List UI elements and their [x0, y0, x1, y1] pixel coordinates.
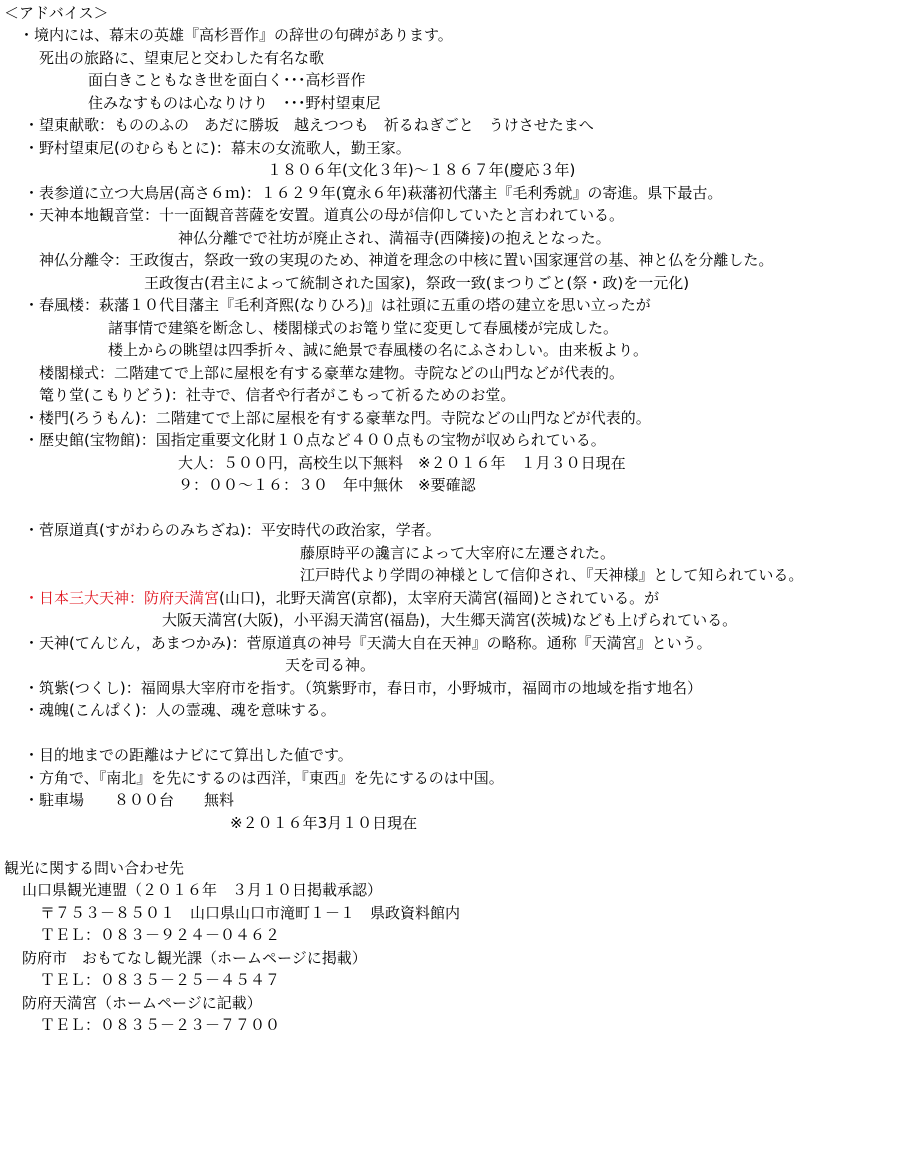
text-line: 天を司る神。	[285, 656, 376, 674]
text-line: ＴＥＬ：０８３５－２５－４５４７	[40, 971, 281, 989]
text-line: 面白きこともなき世を面白く･･･高杉晋作	[88, 71, 366, 89]
text-line: ・方角で、『南北』を先にするのは西洋，『東西』を先にするのは中国。	[24, 769, 504, 787]
text-line: １８０６年(文化３年)～１８６７年(慶応３年)	[267, 161, 576, 179]
text-line: ・野村望東尼(のむらもとに)：幕末の女流歌人，勤王家。	[24, 139, 411, 157]
text-line: ・表参道に立つ大鳥居(高さ６ｍ)：１６２９年(寛永６年)萩藩初代藩主『毛利秀就』の寄進。県下最古。	[24, 184, 723, 202]
text-line: ・天神(てんじん，あまつかみ)：菅原道真の神号『天満大自在天神』の略称。通称『天満宮』という。	[24, 634, 712, 652]
text-line: 防府天満宮（ホームページに記載）	[22, 994, 262, 1012]
text-line: 大人：５００円，高校生以下無料 ※２０１６年 １月３０日現在	[178, 454, 626, 472]
text-line: 防府市 おもてなし観光課（ホームページに掲載）	[22, 949, 367, 967]
text-line: 楼上からの眺望は四季折々、誠に絶景で春風楼の名にふさわしい。由来板より。	[108, 341, 649, 359]
sandai-tenjin-line: ・日本三大天神：防府天満宮(山口)，北野天満宮(京都)，太宰府天満宮(福岡)とされている。が	[24, 589, 660, 607]
sandai-tenjin-highlight: 日本三大天神：防府天満宮	[39, 589, 220, 607]
text-line: ・境内には、幕末の英雄『高杉晋作』の辞世の句碑があります。	[4, 26, 453, 44]
text-line: 神仏分離令：王政復古，祭政一致の実現のため、神道を理念の中核に置い国家運営の基、神と仏を分離した。	[39, 251, 774, 269]
text-line: 王政復古(君主によって統制された国家)，祭政一致(まつりごと(祭・政)を一元化)	[144, 274, 690, 292]
text-line: 山口県観光連盟（２０１６年 ３月１０日掲載承認）	[22, 881, 383, 899]
text-line: ・目的地までの距離はナビにて算出した値です。	[24, 746, 353, 764]
text-line: ・望東献歌：もののふの あだに勝坂 越えつつも 祈るねぎごと うけさせたまへ	[24, 116, 594, 134]
text-line: ・春風楼：萩藩１０代目藩主『毛利斉熙(なりひろ)』は社頭に五重の塔の建立を思い立ったが	[24, 296, 651, 314]
text-line: 死出の旅路に、望東尼と交わした有名な歌	[39, 49, 325, 67]
text-line: 大阪天満宮(大阪)，小平潟天満宮(福島)，大生郷天満宮(茨城)なども上げられている。	[162, 611, 738, 629]
text-line: 諸事情で建築を断念し、楼閣様式のお篭り堂に変更して春風楼が完成した。	[108, 319, 619, 337]
text-line: ９：００～１６：３０ 年中無休 ※要確認	[178, 476, 476, 494]
advice-heading: ＜アドバイス＞	[4, 4, 109, 22]
text-line: 住みなすものは心なりけり ･･･野村望東尼	[88, 94, 381, 112]
text-line: 篭り堂(こもりどう)：社寺で、信者や行者がこもって祈るためのお堂。	[39, 386, 516, 404]
text-line: ・楼門(ろうもん)：二階建てで上部に屋根を有する豪華な門。寺院などの山門などが代表的。	[24, 409, 651, 427]
text-line: ※２０１６年3月１０日現在	[230, 814, 418, 832]
text-line: 〒７５３－８５０１ 山口県山口市滝町１－１ 県政資料館内	[40, 904, 461, 922]
text-line: 江戸時代より学問の神様として信仰され、『天神様』として知られている。	[300, 566, 804, 584]
inquiry-heading: 観光に関する問い合わせ先	[4, 859, 185, 877]
text-line: ・菅原道真(すがわらのみちざね)：平安時代の政治家，学者。	[24, 521, 441, 539]
text-line: ・魂魄(こんぱく)：人の霊魂、魂を意味する。	[24, 701, 336, 719]
text-line: ・歴史館(宝物館)：国指定重要文化財１０点など４００点もの宝物が収められている。	[24, 431, 606, 449]
text-line: ・筑紫(つくし)：福岡県大宰府市を指す。（筑紫野市，春日市，小野城市，福岡市の地域を指す地名）	[24, 679, 703, 697]
text-line: 藤原時平の讒言によって大宰府に左遷された。	[300, 544, 616, 562]
text-line: 楼閣様式：二階建てで上部に屋根を有する豪華な建物。寺院などの山門などが代表的。	[39, 364, 625, 382]
text-line: ＴＥＬ：０８３－９２４－０４６２	[40, 926, 281, 944]
text-line: ・天神本地観音堂：十一面観音菩薩を安置。道真公の母が信仰していたと言われている。	[24, 206, 625, 224]
text-line: ＴＥＬ：０８３５－２３－７７００	[40, 1016, 281, 1034]
text-line: 神仏分離でで社坊が廃止され、満福寺(西隣接)の抱えとなった。	[178, 229, 611, 247]
sandai-tenjin-rest: (山口)，北野天満宮(京都)，太宰府天満宮(福岡)とされている。が	[219, 589, 660, 607]
text-line: ・駐車場 ８００台 無料	[24, 791, 235, 809]
